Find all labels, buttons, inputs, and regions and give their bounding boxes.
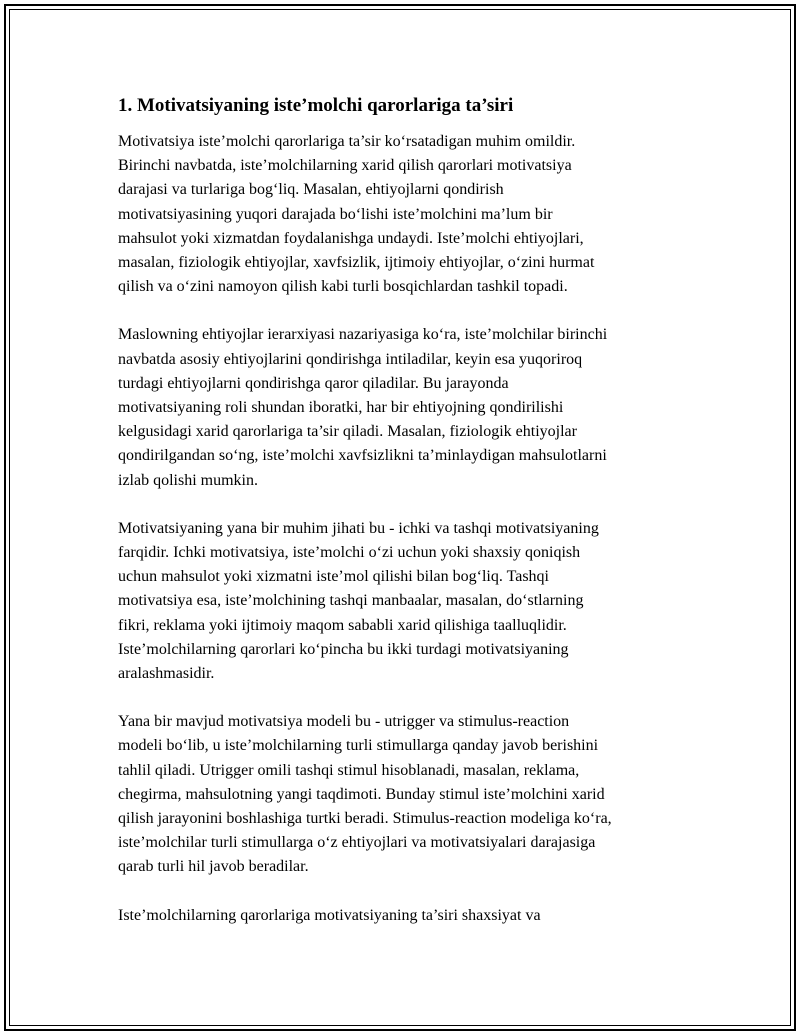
paragraph-line: darajasi va turlariga bogʻliq. Masalan, ehtiyojlarni qondirish (118, 181, 504, 199)
paragraph (118, 130, 704, 299)
paragraph-line: modeli boʻlib, u iste’molchilarning turli stimullarga qanday javob berishini (118, 737, 599, 755)
paragraph-line: mahsulot yoki xizmatdan foydalanishga undaydi. Iste’molchi ehtiyojlari, (118, 229, 584, 247)
paragraph-line: Birinchi navbatda, iste’molchilarning xarid qilish qarorlari motivatsiya (118, 157, 572, 175)
paragraph-line: navbatda asosiy ehtiyojlarini qondirishga intiladilar, keyin esa yuqoriroq (118, 350, 583, 368)
paragraph-line: Motivatsiyaning yana bir muhim jihati bu - ichki va tashqi motivatsiyaning (118, 519, 599, 537)
paragraph (118, 710, 704, 879)
paragraphs (118, 130, 704, 928)
paragraph-line: kelgusidagi xarid qarorlariga ta’sir qiladi. Masalan, fiziologik ehtiyojlar (118, 423, 577, 441)
paragraph-line: farqidir. Ichki motivatsiya, iste’molchi oʻzi uchun yoki shaxsiy qoniqish (118, 544, 581, 562)
paragraph-line: qarab turli hil javob beradilar. (118, 858, 309, 876)
paragraph-line: motivatsiyasining yuqori darajada boʻlishi iste’molchini ma’lum bir (118, 205, 553, 223)
paragraph-line: Iste’molchilarning qarorlari koʻpincha bu ikki turdagi motivatsiyaning (118, 640, 569, 658)
paragraph-line: masalan, fiziologik ehtiyojlar, xavfsizlik, ijtimoiy ehtiyojlar, oʻzini hurmat (118, 254, 595, 272)
paragraph-line: turdagi ehtiyojlarni qondirishga qaror qiladilar. Bu jarayonda (118, 374, 509, 392)
paragraph-line: Motivatsiya iste’molchi qarorlariga ta’sir koʻrsatadigan muhim omildir. (118, 133, 576, 150)
paragraph-line: qilish jarayonini boshlashiga turtki beradi. Stimulus-reaction modeliga koʻra, (118, 810, 612, 828)
paragraph (118, 904, 704, 928)
document-body (118, 94, 704, 952)
paragraph-line: motivatsiya esa, iste’molchining tashqi manbaalar, masalan, doʻstlarning (118, 592, 584, 610)
paragraph-line: izlab qolishi mumkin. (118, 471, 258, 489)
paragraph-line: aralashmasidir. (118, 665, 215, 683)
paragraph-line: Maslowning ehtiyojlar ierarxiyasi nazariyasiga koʻra, iste’molchilar birinchi (118, 326, 608, 344)
paragraph-line: tahlil qiladi. Utrigger omili tashqi stimul hisoblanadi, masalan, reklama, (118, 761, 580, 779)
paragraph-line: qilish va oʻzini namoyon qilish kabi turli bosqichlardan tashkil topadi. (118, 278, 568, 296)
paragraph-line: Iste’molchilarning qarorlariga motivatsiyaning ta’siri shaxsiyat va (118, 906, 541, 924)
paragraph (118, 517, 704, 686)
section-heading: 1. Motivatsiyaning iste’molchi qarorlariga ta’siri (118, 95, 514, 116)
paragraph-line: iste’molchilar turli stimullarga oʻz ehtiyojlari va motivatsiyalari darajasiga (118, 834, 596, 852)
paragraph-line: qondirilgandan soʻng, iste’molchi xavfsizlikni ta’minlaydigan mahsulotlarni (118, 447, 607, 465)
paragraph-line: motivatsiyaning roli shundan iboratki, har bir ehtiyojning qondirilishi (118, 399, 564, 417)
paragraph (118, 323, 704, 492)
paragraph-line: chegirma, mahsulotning yangi taqdimoti. Bunday stimul iste’molchini xarid (118, 785, 605, 803)
paragraph-line: uchun mahsulot yoki xizmatni iste’mol qilishi bilan bogʻliq. Tashqi (118, 568, 549, 586)
paragraph-line: fikri, reklama yoki ijtimoiy maqom sababli xarid qilishiga taalluqlidir. (118, 616, 567, 634)
paragraph-line: Yana bir mavjud motivatsiya modeli bu - utrigger va stimulus-reaction (118, 713, 570, 731)
